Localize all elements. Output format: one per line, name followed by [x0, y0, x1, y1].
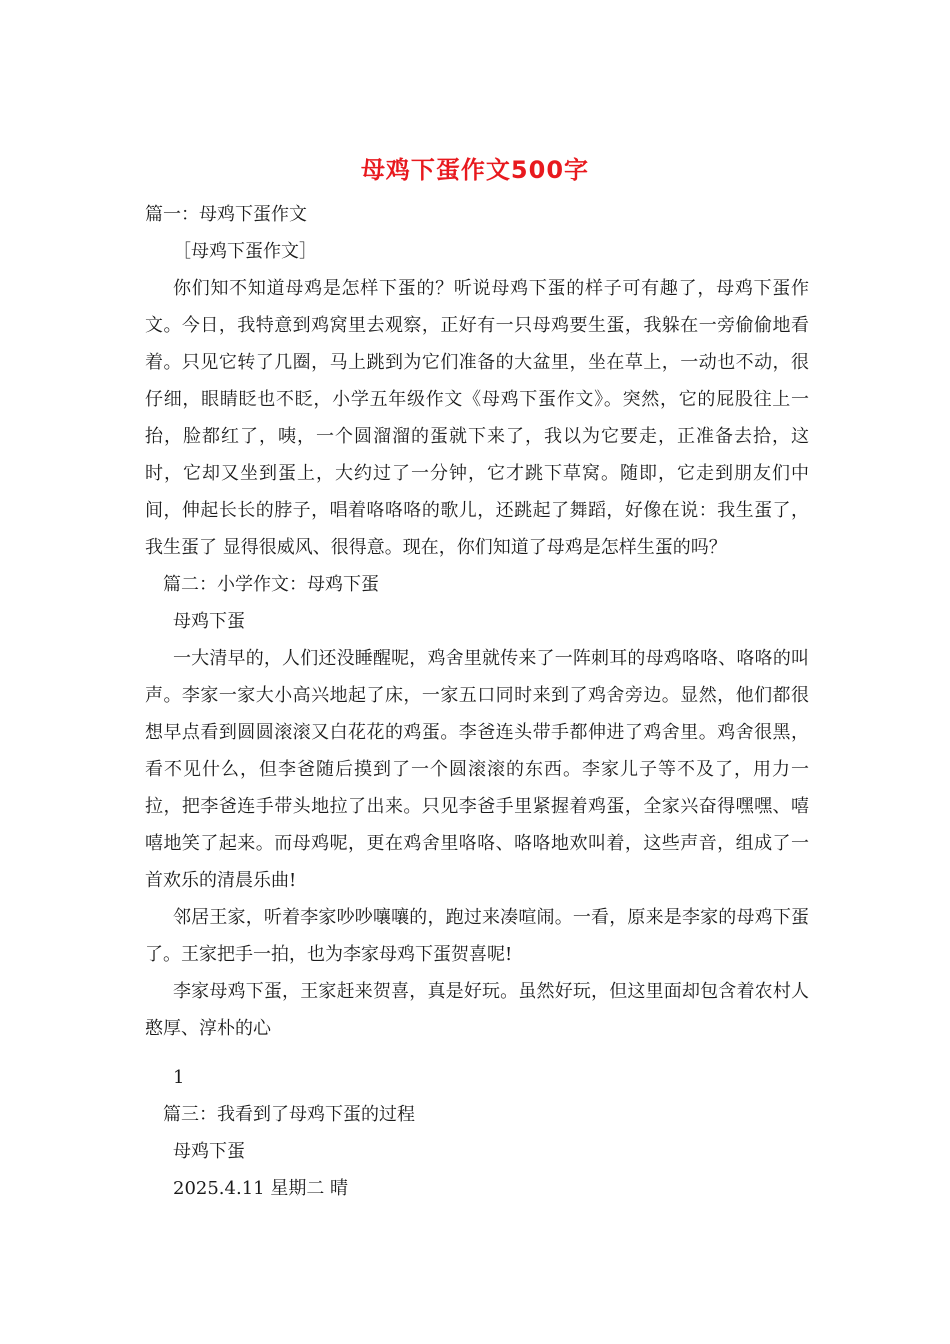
- section3-subheading: 母鸡下蛋: [173, 1141, 245, 1162]
- section3-heading: 篇三：我看到了母鸡下蛋的过程: [163, 1104, 415, 1125]
- section2-subheading: 母鸡下蛋: [173, 611, 245, 632]
- section1-heading: 篇一：母鸡下蛋作文: [145, 204, 307, 225]
- section2-paragraph-2: 邻居王家，听着李家吵吵嚷嚷的，跑过来凑喧闹。一看，原来是李家的母鸡下蛋了。王家把手一拍，也为李家母鸡下蛋贺喜呢!: [145, 907, 809, 965]
- section1-paragraph: 你们知不知道母鸡是怎样下蛋的？听说母鸡下蛋的样子可有趣了，母鸡下蛋作文。今日，我特意到鸡窝里去观察，正好有一只母鸡要生蛋，我躲在一旁偷偷地看着。只见它转了几圈，马上跳到为它们准备的大盆里，坐在草上，一动也不动，很仔细，眼睛眨也不眨，小学五年级作文《母鸡下蛋作文》。突然，它的屁股往上一抬，脸都红了，咦，一个圆溜溜的蛋就下来了，我以为它要走，正准备去拾，这时，它却又坐到蛋上，大约过了一分钟，它才跳下草窝。随即，它走到朋友们中间，伸起长长的脖子，唱着咯咯咯的歌儿，还跳起了舞蹈，好像在说：我生蛋了，我生蛋了 显得很威风、很得意。现在，你们知道了母鸡是怎样生蛋的吗？: [145, 278, 809, 558]
- section2-paragraph-3: 李家母鸡下蛋，王家赶来贺喜，真是好玩。虽然好玩，但这里面却包含着农村人憨厚、淳朴的心: [145, 981, 809, 1039]
- document-body: [145, 196, 809, 1207]
- page-number: 1: [173, 1067, 185, 1088]
- section2-heading: 篇二：小学作文：母鸡下蛋: [163, 574, 379, 595]
- document-title: 母鸡下蛋作文500字: [360, 156, 590, 184]
- section1-subheading: ［母鸡下蛋作文］: [173, 241, 317, 262]
- section2-paragraph-1: 一大清早的，人们还没睡醒呢，鸡舍里就传来了一阵刺耳的母鸡咯咯、咯咯的叫声。李家一家大小高兴地起了床，一家五口同时来到了鸡舍旁边。显然，他们都很想早点看到圆圆滚滚又白花花的鸡蛋。李爸连头带手都伸进了鸡舍里。鸡舍很黑，看不见什么，但李爸随后摸到了一个圆滚滚的东西。李家儿子等不及了，用力一拉，把李爸连手带头地拉了出来。只见李爸手里紧握着鸡蛋，全家兴奋得嘿嘿、嘻嘻地笑了起来。而母鸡呢，更在鸡舍里咯咯、咯咯地欢叫着，这些声音，组成了一首欢乐的清晨乐曲!: [145, 648, 809, 891]
- section3-date-line: 2025.4.11 星期二 晴: [173, 1178, 349, 1199]
